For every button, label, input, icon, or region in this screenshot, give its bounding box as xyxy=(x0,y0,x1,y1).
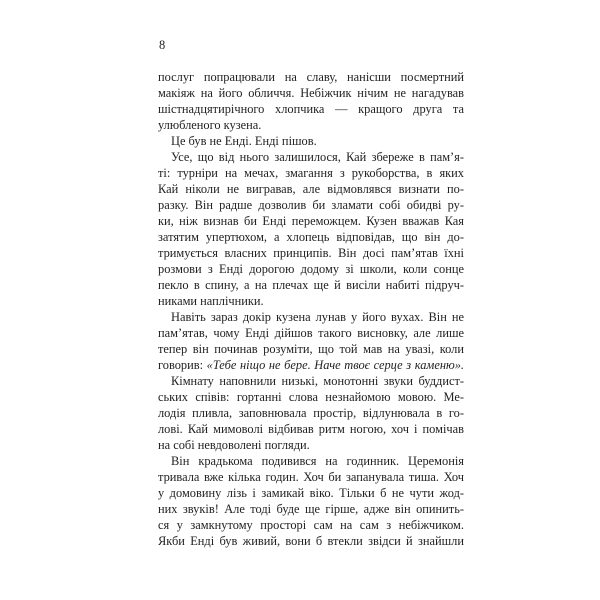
text-line: разку. Він радше дозволив би зламати собі обидві ру- xyxy=(158,198,464,212)
text-line: Кай ніколи не вигравав, але відмовлявся визнати по- xyxy=(158,182,464,196)
text-line: у домовину лізь і замикай віко. Тільки б не чути жод- xyxy=(158,486,464,500)
text-line: пам’ятав, чому Енді дійшов такого висновку, але лише xyxy=(158,326,464,340)
text-line: Він крадькома подивився на годинник. Церемонія xyxy=(171,454,464,468)
text-line: Якби Енді був живий, вони б втекли звідси й знайшли xyxy=(158,534,464,548)
text-line: ся у замкнутому просторі сам на сам з небіжчиком. xyxy=(158,518,464,532)
text-line: ки, ніж визнав би Енді переможцем. Кузен вважав Кая xyxy=(158,214,464,228)
page-number: 8 xyxy=(159,38,166,52)
text-segment: говорив: xyxy=(158,358,207,372)
text-line: ті: турніри на мечах, змагання з рукоборства, в яких xyxy=(158,166,464,180)
text-line: Усе, що від нього залишилося, Кай збереже в пам’я- xyxy=(171,150,464,164)
text-line: макіяж на його обличчя. Небіжчик нічим не нагадував xyxy=(158,86,464,100)
text-line: никами наплічники. xyxy=(158,294,264,308)
text-line: розмови з Енді дорогою додому зі школи, коли сонце xyxy=(158,262,464,276)
text-line: ських співів: гортанні слова незнайомою мовою. Ме- xyxy=(158,390,464,404)
text-line: тримується власних принципів. Він досі пам’ятав їхні xyxy=(158,246,464,260)
text-line: улюбленого кузена. xyxy=(158,118,262,132)
text-line: затятим упертюхом, а хлопець відповідав, що він до- xyxy=(158,230,464,244)
text-line: лові. Кай мимоволі відбивав ритм ногою, хоч і помічав xyxy=(158,422,464,436)
text-line: Це був не Енді. Енді пішов. xyxy=(171,134,317,148)
text-line: тепер він починав розуміти, що той мав на увазі, коли xyxy=(158,342,464,356)
text-line: Навіть зараз докір кузена лунав у його вухах. Він не xyxy=(171,310,464,324)
text-line: послуг попрацювали на славу, нанісши посмертний xyxy=(158,70,464,84)
quote-italic-text: «Тебе ніщо не бере. Наче твоє серце з каменю». xyxy=(206,358,464,372)
text-line: шістнадцятирічного хлопчика — кращого друга та xyxy=(158,102,464,116)
text-line: пекло в спину, а на плечах ще й висіли набиті підруч- xyxy=(158,278,464,292)
text-line: лодія пливла, заповнювала простір, відлунювала в го- xyxy=(158,406,464,420)
text-block xyxy=(158,69,464,549)
text-line xyxy=(158,357,464,373)
text-line: них звуків! Але тоді буде ще гірше, адже він опинить- xyxy=(158,502,464,516)
text-line: тривала вже кілька годин. Хоч би запанувала тиша. Хоч xyxy=(158,470,464,484)
text-line: на собі невдоволені погляди. xyxy=(158,438,310,452)
text-line: Кімнату наповнили низькі, монотонні звуки буддист- xyxy=(171,374,464,388)
